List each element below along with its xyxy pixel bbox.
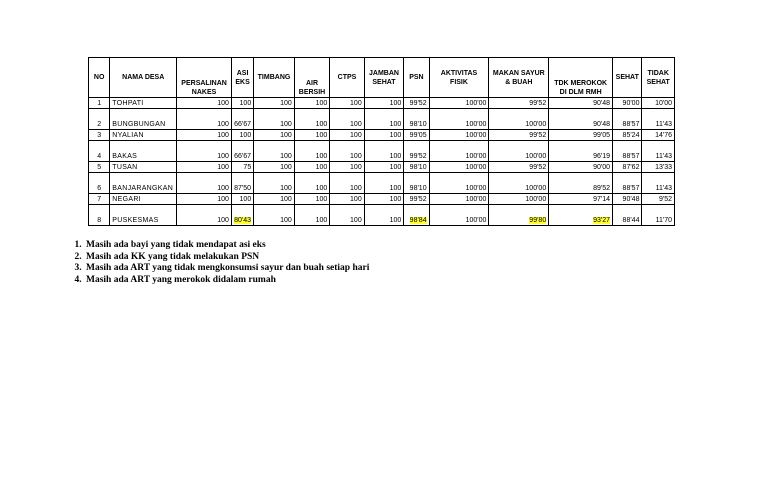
cell-air-bersih: 100 (294, 173, 329, 194)
cell-desa: TOHPATI (110, 98, 177, 109)
cell-psn: 98'10 (404, 109, 429, 130)
cell-asi: 100 (231, 130, 253, 141)
cell-asi: 66'67 (231, 109, 253, 130)
cell-asi: 75 (231, 162, 253, 173)
cell-jamban: 100 (364, 162, 404, 173)
cell-sehat: 90'48 (613, 194, 642, 205)
cell-aktivitas: 100'00 (429, 98, 489, 109)
cell-persalinan: 100 (177, 98, 232, 109)
cell-timbang: 100 (254, 194, 295, 205)
table-row (89, 109, 675, 130)
cell-persalinan: 100 (177, 194, 232, 205)
cell-asi: 87'50 (231, 173, 253, 194)
cell-aktivitas: 100'00 (429, 141, 489, 162)
cell-timbang: 100 (254, 162, 295, 173)
cell-rokok: 97'14 (549, 194, 613, 205)
cell-sayur: 100'00 (489, 194, 549, 205)
cell-rokok: 96'19 (549, 141, 613, 162)
header-makan-sayur-buah: MAKAN SAYUR & BUAH (489, 58, 549, 98)
cell-air-bersih: 100 (294, 205, 329, 226)
header-aktivitas-fisik: AKTIVITAS FISIK (429, 58, 489, 98)
note-item: 1. Masih ada bayi yang tidak mendapat asi eks (84, 240, 369, 252)
cell-psn: 99'05 (404, 130, 429, 141)
cell-sayur: 100'00 (489, 173, 549, 194)
cell-air-bersih: 100 (294, 194, 329, 205)
cell-sayur: 99'52 (489, 162, 549, 173)
cell-persalinan: 100 (177, 141, 232, 162)
cell-persalinan: 100 (177, 162, 232, 173)
cell-timbang: 100 (254, 130, 295, 141)
cell-sehat: 87'62 (613, 162, 642, 173)
note-item: 4. Masih ada ART yang merokok didalam rumah (84, 275, 369, 287)
cell-desa: PUSKESMAS (110, 205, 177, 226)
cell-ctps: 100 (330, 98, 364, 109)
highlighted-value: 80'43 (234, 217, 252, 224)
table-header-row (89, 58, 675, 98)
cell-desa: NEGARI (110, 194, 177, 205)
cell-sehat: 85'24 (613, 130, 642, 141)
cell-jamban: 100 (364, 141, 404, 162)
note-item: 3. Masih ada ART yang tidak mengkonsumsi sayur dan buah setiap hari (84, 263, 369, 275)
cell-asi: 100 (231, 194, 253, 205)
cell-desa: BAKAS (110, 141, 177, 162)
cell-psn: 98'10 (404, 162, 429, 173)
cell-psn: 99'52 (404, 194, 429, 205)
header-tidak-sehat: TIDAK SEHAT (642, 58, 675, 98)
cell-sayur: 99'52 (489, 98, 549, 109)
cell-air-bersih: 100 (294, 109, 329, 130)
cell-aktivitas: 100'00 (429, 173, 489, 194)
cell-psn (404, 205, 429, 226)
cell-persalinan: 100 (177, 109, 232, 130)
cell-tidak-sehat: 13'33 (642, 162, 675, 173)
header-psn: PSN (404, 58, 429, 98)
cell-air-bersih: 100 (294, 162, 329, 173)
cell-persalinan: 100 (177, 173, 232, 194)
cell-desa: TUSAN (110, 162, 177, 173)
cell-ctps: 100 (330, 141, 364, 162)
cell-jamban: 100 (364, 173, 404, 194)
cell-jamban: 100 (364, 194, 404, 205)
cell-no: 7 (89, 194, 110, 205)
cell-aktivitas: 100'00 (429, 194, 489, 205)
header-air-bersih: AIR BERSIH (294, 58, 329, 98)
table-row (89, 173, 675, 194)
cell-rokok: 90'00 (549, 162, 613, 173)
cell-timbang: 100 (254, 141, 295, 162)
cell-rokok: 90'48 (549, 109, 613, 130)
cell-air-bersih: 100 (294, 130, 329, 141)
cell-no: 8 (89, 205, 110, 226)
cell-sehat: 90'00 (613, 98, 642, 109)
cell-timbang: 100 (254, 109, 295, 130)
header-persalinan-nakes: PERSALINAN NAKES (177, 58, 232, 98)
cell-aktivitas: 100'00 (429, 162, 489, 173)
cell-psn: 98'10 (404, 173, 429, 194)
cell-tidak-sehat: 14'76 (642, 130, 675, 141)
cell-rokok: 89'52 (549, 173, 613, 194)
cell-sayur: 100'00 (489, 141, 549, 162)
cell-psn: 99'52 (404, 98, 429, 109)
cell-timbang: 100 (254, 205, 295, 226)
cell-ctps: 100 (330, 109, 364, 130)
cell-air-bersih: 100 (294, 98, 329, 109)
cell-aktivitas: 100'00 (429, 109, 489, 130)
cell-no: 6 (89, 173, 110, 194)
cell-aktivitas: 100'00 (429, 130, 489, 141)
cell-tidak-sehat: 11'43 (642, 109, 675, 130)
cell-tidak-sehat: 11'43 (642, 173, 675, 194)
table-row (89, 98, 675, 109)
cell-ctps: 100 (330, 194, 364, 205)
cell-no: 3 (89, 130, 110, 141)
header-asi-eks: ASI EKS (231, 58, 253, 98)
cell-sehat: 88'57 (613, 141, 642, 162)
cell-persalinan: 100 (177, 205, 232, 226)
header-ctps: CTPS (330, 58, 364, 98)
cell-sayur (489, 205, 549, 226)
table-row (89, 162, 675, 173)
highlighted-value: 93'27 (593, 217, 611, 224)
highlighted-value: 98'84 (409, 217, 427, 224)
cell-sehat: 88'44 (613, 205, 642, 226)
header-nama-desa: NAMA DESA (110, 58, 177, 98)
table-row (89, 130, 675, 141)
cell-sehat: 88'57 (613, 173, 642, 194)
cell-rokok: 90'48 (549, 98, 613, 109)
highlighted-value: 99'80 (529, 217, 547, 224)
cell-aktivitas: 100'00 (429, 205, 489, 226)
cell-tidak-sehat: 10'00 (642, 98, 675, 109)
cell-jamban: 100 (364, 205, 404, 226)
cell-desa: NYALIAN (110, 130, 177, 141)
cell-air-bersih: 100 (294, 141, 329, 162)
notes-list (60, 240, 369, 286)
cell-jamban: 100 (364, 130, 404, 141)
header-timbang: TIMBANG (254, 58, 295, 98)
cell-tidak-sehat: 9'52 (642, 194, 675, 205)
cell-asi (231, 205, 253, 226)
cell-tidak-sehat: 11'43 (642, 141, 675, 162)
cell-no: 2 (89, 109, 110, 130)
table-row (89, 205, 675, 226)
table-row (89, 194, 675, 205)
table-row (89, 141, 675, 162)
cell-desa: BUNGBUNGAN (110, 109, 177, 130)
cell-timbang: 100 (254, 173, 295, 194)
cell-timbang: 100 (254, 98, 295, 109)
cell-ctps: 100 (330, 205, 364, 226)
cell-desa: BANJARANGKAN (110, 173, 177, 194)
cell-sayur: 99'52 (489, 130, 549, 141)
cell-asi: 100 (231, 98, 253, 109)
cell-no: 5 (89, 162, 110, 173)
cell-jamban: 100 (364, 98, 404, 109)
cell-ctps: 100 (330, 173, 364, 194)
cell-sayur: 100'00 (489, 109, 549, 130)
header-sehat: SEHAT (613, 58, 642, 98)
cell-rokok: 99'05 (549, 130, 613, 141)
cell-persalinan: 100 (177, 130, 232, 141)
cell-rokok (549, 205, 613, 226)
cell-ctps: 100 (330, 130, 364, 141)
phbs-table (88, 57, 675, 226)
cell-no: 4 (89, 141, 110, 162)
header-tdk-merokok: TDK MEROKOK DI DLM RMH (549, 58, 613, 98)
note-item: 2. Masih ada KK yang tidak melakukan PSN (84, 252, 369, 264)
cell-jamban: 100 (364, 109, 404, 130)
header-no: NO (89, 58, 110, 98)
cell-tidak-sehat: 11'70 (642, 205, 675, 226)
cell-ctps: 100 (330, 162, 364, 173)
header-jamban-sehat: JAMBAN SEHAT (364, 58, 404, 98)
cell-no: 1 (89, 98, 110, 109)
cell-sehat: 88'57 (613, 109, 642, 130)
cell-asi: 66'67 (231, 141, 253, 162)
cell-psn: 99'52 (404, 141, 429, 162)
table-body (89, 98, 675, 226)
